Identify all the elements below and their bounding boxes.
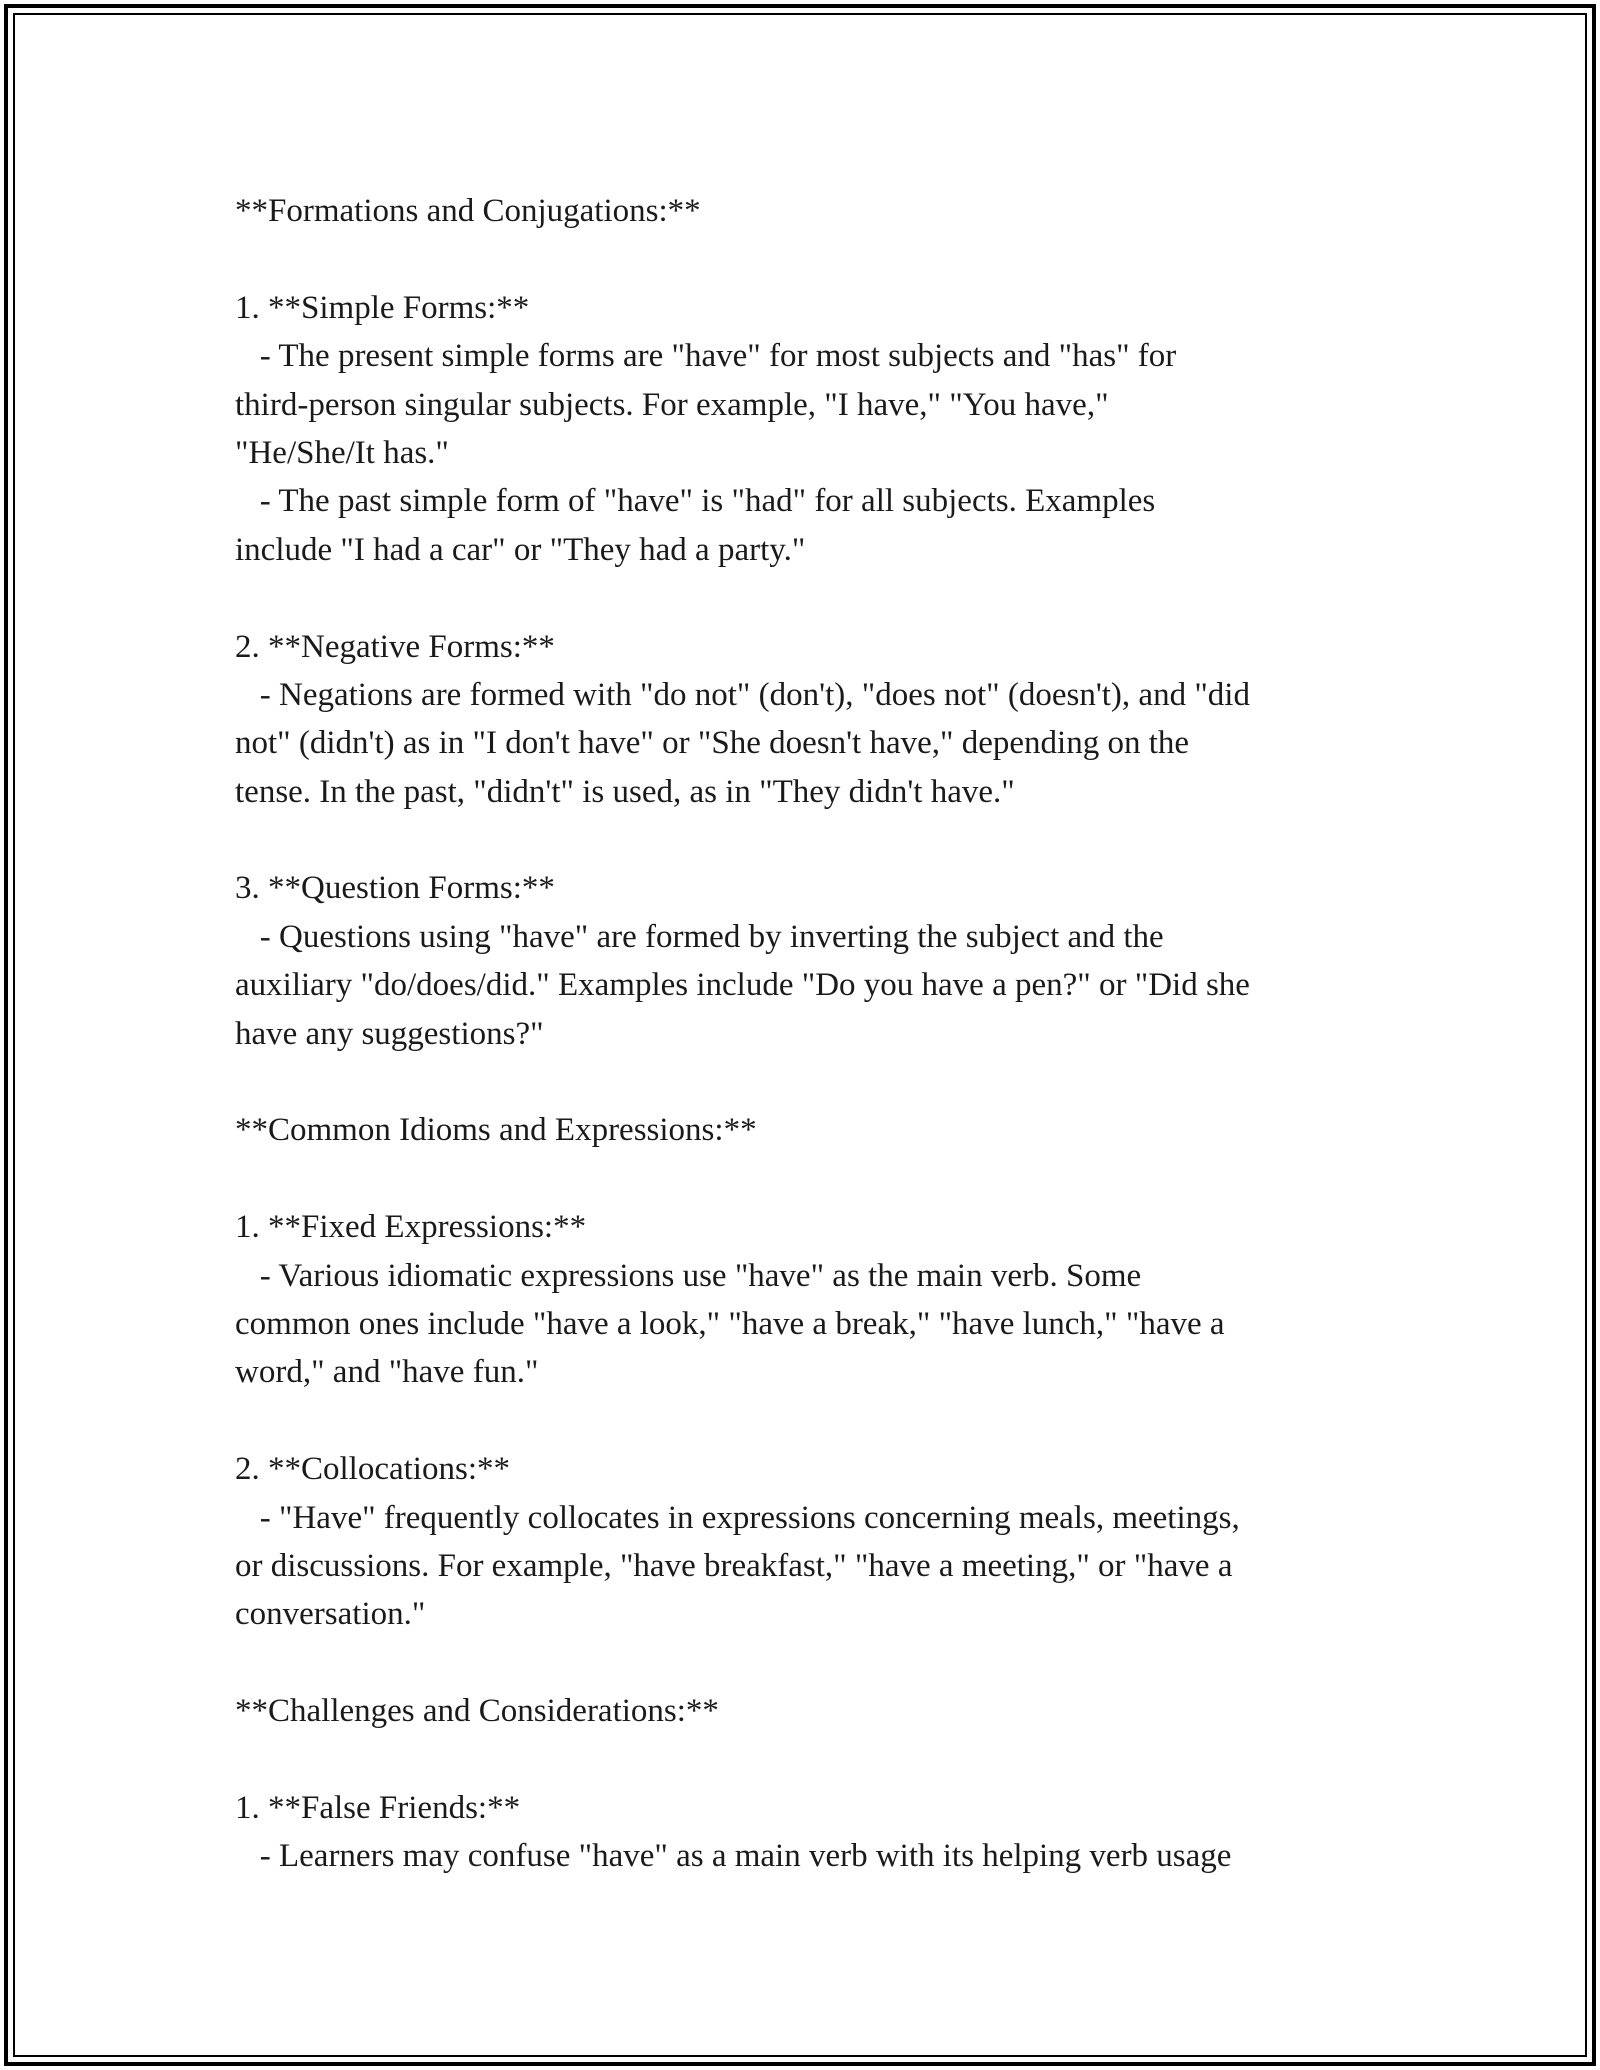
text-line: third-person singular subjects. For example, "I have," "You have," xyxy=(235,386,1109,423)
section-heading-idioms: **Common Idioms and Expressions:** xyxy=(235,1112,757,1149)
text-line: - Various idiomatic expressions use "have" as the main verb. Some xyxy=(235,1257,1142,1294)
text-line: have any suggestions?" xyxy=(235,1015,544,1052)
text-line: not" (didn't) as in "I don't have" or "She doesn't have," depending on the xyxy=(235,725,1190,762)
section-heading-formations: **Formations and Conjugations:** xyxy=(235,193,701,229)
text-line: tense. In the past, "didn't" is used, as in "They didn't have." xyxy=(235,773,1015,810)
item-heading-question-forms: 3. **Question Forms:** xyxy=(235,870,555,907)
blank-line xyxy=(235,574,1395,622)
text-line: conversation." xyxy=(235,1596,426,1633)
blank-line xyxy=(235,1397,1395,1445)
text-line: - The past simple form of "have" is "had" for all subjects. Examples xyxy=(235,483,1156,520)
item-heading-simple-forms: 1. **Simple Forms:** xyxy=(235,289,530,326)
blank-line xyxy=(235,235,1395,283)
section-heading-challenges: **Challenges and Considerations:** xyxy=(235,1693,719,1730)
text-line: word," and "have fun." xyxy=(235,1354,539,1391)
text-line: - Questions using "have" are formed by inverting the subject and the xyxy=(235,918,1164,955)
text-line: include "I had a car" or "They had a party." xyxy=(235,531,806,568)
text-line: - Negations are formed with "do not" (don't), "does not" (doesn't), and "did xyxy=(235,676,1250,713)
text-line: "He/She/It has." xyxy=(235,434,449,471)
blank-line xyxy=(235,1058,1395,1106)
text-line: common ones include "have a look," "have a break," "have lunch," "have a xyxy=(235,1305,1225,1342)
text-line: - "Have" frequently collocates in expressions concerning meals, meetings, xyxy=(235,1499,1240,1536)
blank-line xyxy=(235,1155,1395,1203)
text-line: - The present simple forms are "have" for most subjects and "has" for xyxy=(235,338,1177,375)
item-heading-collocations: 2. **Collocations:** xyxy=(235,1451,510,1488)
blank-line xyxy=(235,1639,1395,1687)
text-line: auxiliary "do/does/did." Examples include "Do you have a pen?" or "Did she xyxy=(235,967,1250,1004)
item-heading-false-friends: 1. **False Friends:** xyxy=(235,1789,521,1826)
text-line: or discussions. For example, "have breakfast," "have a meeting," or "have a xyxy=(235,1547,1233,1584)
blank-line xyxy=(235,816,1395,864)
item-heading-fixed-expressions: 1. **Fixed Expressions:** xyxy=(235,1209,587,1246)
blank-line xyxy=(235,1736,1395,1784)
item-heading-negative-forms: 2. **Negative Forms:** xyxy=(235,628,555,665)
document-body xyxy=(235,187,1395,1881)
text-line: - Learners may confuse "have" as a main verb with its helping verb usage xyxy=(235,1838,1232,1875)
